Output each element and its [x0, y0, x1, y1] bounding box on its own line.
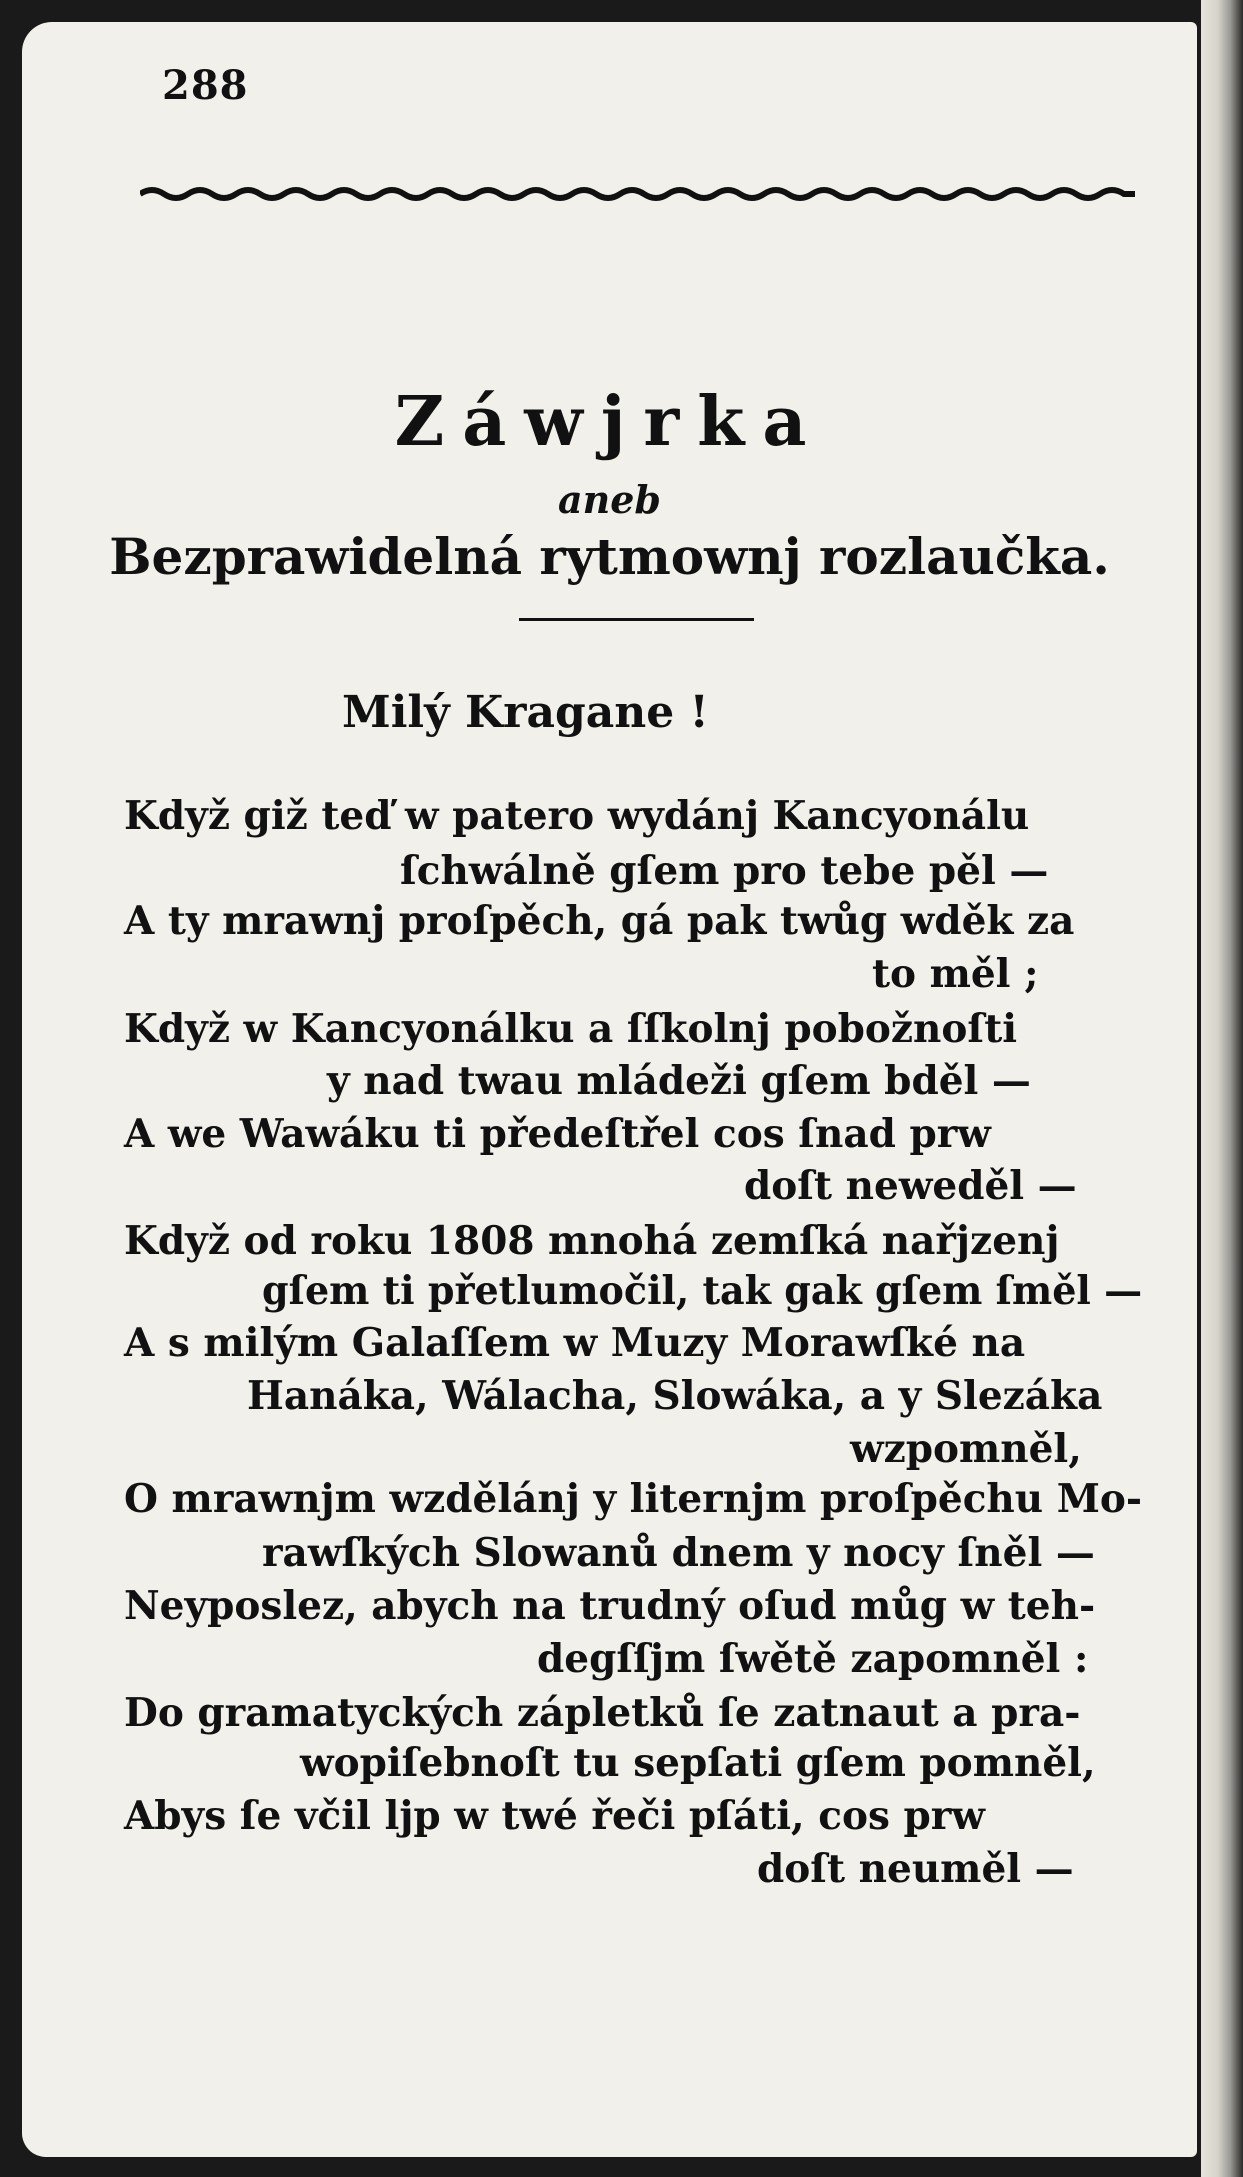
title-connector: aneb — [558, 477, 661, 522]
page-edge — [1201, 0, 1243, 2177]
poem-line: Hanáka, Wálacha, Slowáka, a y Slezáka — [247, 1373, 1103, 1419]
poem-line: Neyposlez, abych na trudný oſud můg w teh- — [124, 1583, 1096, 1629]
poem-line: gſem ti přetlumočil, tak gak gſem ſměl — — [262, 1268, 1143, 1314]
page-number: 288 — [162, 62, 249, 109]
poem-line: degſſjm ſwětě zapomněl : — [537, 1636, 1089, 1682]
poem-line: doſt neuměl — — [757, 1846, 1074, 1892]
poem-line: Když giž teď w patero wydánj Kancyonálu — [124, 793, 1030, 839]
poem-line: y nad twau mládeži gſem bděl — — [327, 1058, 1031, 1104]
page-title: Záwjrka — [394, 382, 825, 462]
salutation: Milý Kragane ! — [342, 687, 709, 738]
page-subtitle: Bezprawidelná rytmownj rozlaučka. — [109, 527, 1110, 586]
poem-line: doſt neweděl — — [744, 1163, 1077, 1209]
poem-line: to měl ; — [872, 951, 1039, 997]
poem-line: ſchwálně gſem pro tebe pěl — — [400, 848, 1049, 894]
poem-line: A ty mrawnj proſpěch, gá pak twůg wděk za — [124, 898, 1075, 944]
poem-line: Když od roku 1808 mnohá zemſká nařjzenj — [124, 1218, 1060, 1264]
poem-line: wzpomněl, — [850, 1426, 1082, 1472]
poem-line: A we Wawáku ti předeſtřel cos ſnad prw — [124, 1111, 991, 1157]
poem-line: O mrawnjm wzdělánj y liternjm proſpěchu Mo- — [124, 1476, 1143, 1522]
poem-line: A s milým Galaſſem w Muzy Morawſké na — [124, 1320, 1026, 1366]
poem-line: wopiſebnoſt tu sepſati gſem pomněl, — [300, 1740, 1096, 1786]
poem-line: Abys ſe včil ljp w twé řeči pſáti, cos prw — [124, 1793, 985, 1839]
book-page — [22, 22, 1197, 2157]
poem-line: Když w Kancyonálku a ſſkolnj pobožnoſti — [124, 1006, 1018, 1052]
poem-body — [22, 22, 1197, 2157]
poem-line: Do gramatyckých zápletků ſe zatnaut a pra- — [124, 1690, 1081, 1736]
poem-line: rawſkých Slowanů dnem y nocy ſněl — — [262, 1530, 1095, 1576]
